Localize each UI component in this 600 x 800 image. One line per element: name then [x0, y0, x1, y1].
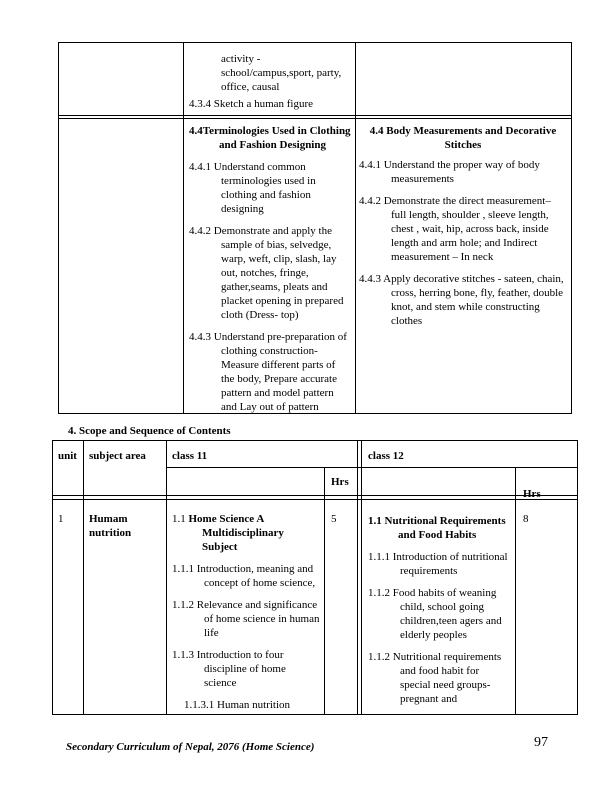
- outcome-item: 1.1.3 Introduction to four discipline of home science: [172, 649, 286, 689]
- subject-area-name: Humam nutrition: [89, 513, 132, 539]
- outcome-item: 4.4.2 Demonstrate the direct measurement– full length, shoulder , sleeve length, chest , wait, hip, across back, inside length and arm hole; and Indirect measurement – In neck: [359, 195, 551, 263]
- header-class-11: class 11: [172, 450, 208, 462]
- hrs-11-value: 5: [331, 513, 337, 525]
- class12-content: [368, 514, 512, 714]
- table-border: [515, 467, 516, 715]
- section-title: 4. Scope and Sequence of Contents: [68, 425, 231, 437]
- outcome-item: 1.1.2 Nutritional requirements and food habit for special need groups-pregnant and: [368, 651, 502, 705]
- text-line: office, causal: [221, 81, 280, 93]
- page-number: 97: [534, 735, 548, 750]
- table-border: [571, 42, 572, 414]
- section-heading: 4.4 Body Measurements and Decorative Stitches: [369, 125, 557, 151]
- outcome-item: 4.4.3 Apply decorative stitches - sateen, chain, cross, herring bone, fly, feather, double knot, and stem while constructing clothes: [359, 273, 564, 327]
- table-border: [361, 440, 362, 715]
- table-border: [324, 467, 325, 715]
- table-border: [166, 467, 578, 468]
- table-border: [52, 499, 578, 500]
- outcome-item: 4.4.3 Understand pre-preparation of clothing construction- Measure different parts of the body, Prepare accurate pattern and model pattern and Lay out of pattern: [189, 331, 347, 413]
- table-border: [58, 42, 572, 43]
- table-border: [357, 440, 358, 715]
- section-heading: 4.4Terminologies Used in Clothing and Fashion Designing: [189, 125, 351, 151]
- footer-title: Secondary Curriculum of Nepal, 2076 (Home Science): [66, 741, 315, 753]
- text-line: school/campus,sport, party,: [221, 67, 342, 79]
- header-hrs-11: Hrs: [331, 476, 349, 488]
- outcome-item: 1.1.2 Food habits of weaning child, school going children,teen agers and elderly peoples: [368, 587, 502, 641]
- topic-heading-text: [172, 513, 284, 553]
- outcome-item: 4.4.2 Demonstrate and apply the sample of bias, selvedge, warp, weft, clip, slash, lay out, notches, fringe, gather,seams, pleats and placket opening in prepared cloth (Dress- top): [189, 225, 344, 321]
- topic-heading: [172, 512, 320, 554]
- table-border: [166, 440, 167, 715]
- header-subject-area: subject area: [89, 450, 146, 462]
- table-border: [577, 440, 578, 715]
- outcome-item: 4.4.1 Understand the proper way of body measurements: [359, 159, 540, 185]
- topic-title: Home Science A Multidisciplinary Subject: [188, 513, 284, 553]
- table-border: [355, 42, 356, 414]
- row2-col2: [189, 124, 351, 422]
- table-border: [52, 440, 53, 715]
- table-border: [52, 495, 578, 496]
- table-border: [58, 118, 572, 119]
- topic-number: 1.1: [172, 513, 189, 525]
- activity-text-block: [221, 52, 351, 94]
- outcome-item: 4.4.1 Understand common terminologies used in clothing and fashion designing: [189, 161, 316, 215]
- table-border: [83, 440, 84, 715]
- hrs-12-value: 8: [523, 513, 529, 525]
- header-unit: unit: [58, 450, 77, 462]
- outcome-item: 1.1.2 Relevance and significance of home science in human life: [172, 599, 320, 639]
- sub-item: 1.1.3.1 Human nutrition: [184, 699, 291, 711]
- row2-col3: [359, 124, 567, 336]
- outcome-item: 4.3.4 Sketch a human figure: [189, 98, 314, 110]
- table-border: [58, 42, 59, 414]
- table-border: [183, 42, 184, 414]
- class11-content: [172, 512, 320, 720]
- table-border: [58, 115, 572, 116]
- topic-heading: 1.1 Nutritional Requirements and Food Habits: [368, 515, 506, 541]
- header-hrs-12: Hrs: [523, 488, 541, 500]
- header-class-12: class 12: [368, 450, 404, 462]
- outcome-item: 1.1.1 Introduction of nutritional requirements: [368, 551, 508, 577]
- unit-number: 1: [58, 513, 64, 525]
- outcome-item: 1.1.1 Introduction, meaning and concept of home science,: [172, 563, 316, 589]
- table-border: [52, 440, 578, 441]
- text-line: activity -: [221, 53, 261, 65]
